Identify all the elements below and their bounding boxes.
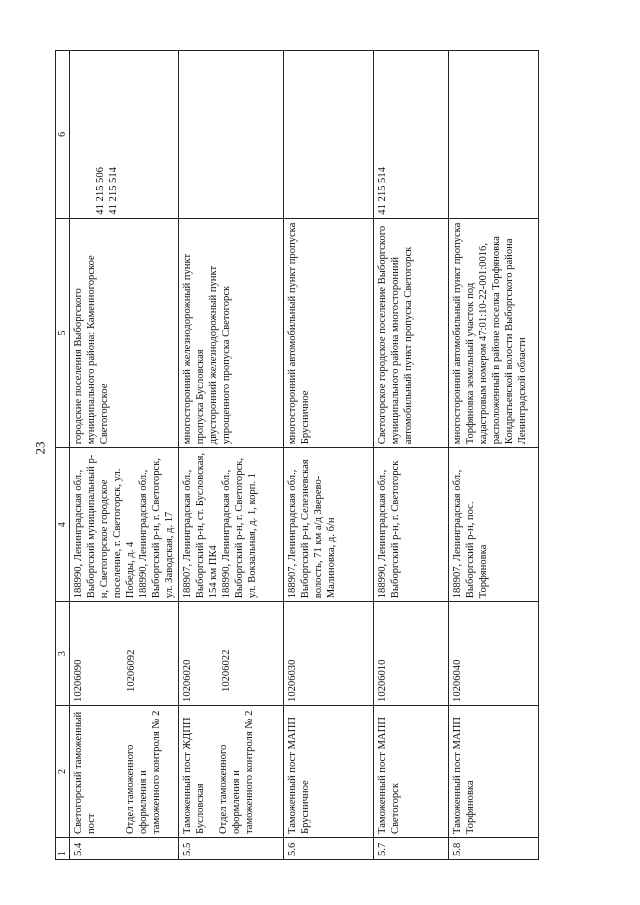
customs-table — [55, 50, 539, 860]
okato-cell — [179, 51, 284, 219]
post-name-cell: Таможенный пост МАПП Брусничное — [284, 705, 374, 837]
post-code-sub: 10206092 — [126, 649, 137, 692]
page-number-text: 23 — [32, 441, 47, 455]
okato-cell: 41 215 514 — [374, 51, 449, 219]
post-subdivision: Отдел таможенного оформления и таможенного контроля № 2 — [125, 710, 162, 834]
okato-code-2: 41 215 514 — [108, 167, 119, 215]
row-number: 5.7 — [374, 838, 449, 860]
post-code-cell: 10206030 — [284, 602, 374, 706]
post-code-cell — [70, 602, 179, 706]
table-row — [70, 51, 179, 860]
table-row — [284, 51, 374, 860]
post-code-sub: 10206022 — [221, 649, 232, 692]
okato-code: 41 215 506 — [95, 167, 106, 215]
post-code-cell: 10206040 — [449, 602, 539, 706]
table-row — [374, 51, 449, 860]
zone-cell: Светогорское городское поселение Выборгского муниципального района многосторонний автомобильный пункт пропуска Светогорск — [374, 218, 449, 447]
address-sub: 188990, Ленинградская обл., Выборгский р-н, г. Светогорск, ул. Вокзальная, д. 1, корп. 1 — [221, 457, 258, 599]
okato-cell — [70, 51, 179, 219]
post-code-cell: 10206010 — [374, 602, 449, 706]
table-row — [449, 51, 539, 860]
post-name-cell — [179, 705, 284, 837]
post-name: Таможенный пост ЖДПП Бусловская — [182, 717, 206, 834]
zone-cell: многосторонний автомобильный пункт пропуска Брусничное — [284, 218, 374, 447]
post-name-cell — [70, 705, 179, 837]
row-number: 5.8 — [449, 838, 539, 860]
address: 188990, Ленинградская обл., Выборгский муниципальный р-н, Светогорское городское поселение, г. Светогорск, ул. Победы, д. 4 — [73, 454, 136, 599]
header-col-2: 2 — [56, 705, 70, 837]
post-name-cell: Таможенный пост МАПП Светогорск — [374, 705, 449, 837]
post-name-cell: Таможенный пост МАПП Торфяновка — [449, 705, 539, 837]
okato-cell — [449, 51, 539, 219]
row-number: 5.4 — [70, 838, 179, 860]
table-row — [179, 51, 284, 860]
post-subdivision: Отдел таможенного оформления и таможенного контроля № 2 — [218, 710, 255, 834]
okato-cell — [284, 51, 374, 219]
address-sub: 188990, Ленинградская обл., Выборгский р-н, г. Светогорск, ул. Заводская, д. 17 — [138, 457, 175, 599]
header-col-5: 5 — [56, 218, 70, 447]
header-col-3: 3 — [56, 602, 70, 706]
zone-cell: городские поселения Выборгского муниципального района: Каменногорское Светогорское — [70, 218, 179, 447]
header-col-1: 1 — [56, 838, 70, 860]
post-code: 10206020 — [182, 659, 193, 702]
zone-cell: многосторонний автомобильный пункт пропуска Торфяновка земельный участок под кадастровым номером 47:01:10-22-001:0016, расположенный в районе поселка Торфяновка Кондратьевской волости Выборгского района Ленинградской области — [449, 218, 539, 447]
zone-sub: двусторонний железнодорожный пункт упрощенного пропуска Светогорск — [208, 265, 232, 445]
address: 188907, Ленинградская обл., Выборгский р-н, ст. Бусловская, 154 км ПК4 — [182, 453, 219, 599]
zone: многосторонний железнодорожный пункт пропуска Бусловская — [182, 253, 206, 445]
row-number: 5.6 — [284, 838, 374, 860]
header-col-4: 4 — [56, 448, 70, 602]
address-cell — [70, 448, 179, 602]
address-cell: 188907, Ленинградская обл., Выборгский р-н, Селезневская волость, 71 км а/д Зверево-Малиновка, д. б/н — [284, 448, 374, 602]
address-cell — [179, 448, 284, 602]
post-code-cell — [179, 602, 284, 706]
address-cell: 188990, Ленинградская обл., Выборгский р-н, г. Светогорск — [374, 448, 449, 602]
zone-cell — [179, 218, 284, 447]
header-row — [56, 51, 70, 860]
page-number — [30, 436, 50, 460]
address-cell: 188907, Ленинградская обл., Выборгский р-н, пос. Торфяновка — [449, 448, 539, 602]
customs-table-container — [55, 50, 603, 860]
post-name: Светогорский таможенный пост — [73, 711, 97, 834]
header-col-6: 6 — [56, 51, 70, 219]
post-code: 10206090 — [73, 659, 84, 702]
row-number: 5.5 — [179, 838, 284, 860]
